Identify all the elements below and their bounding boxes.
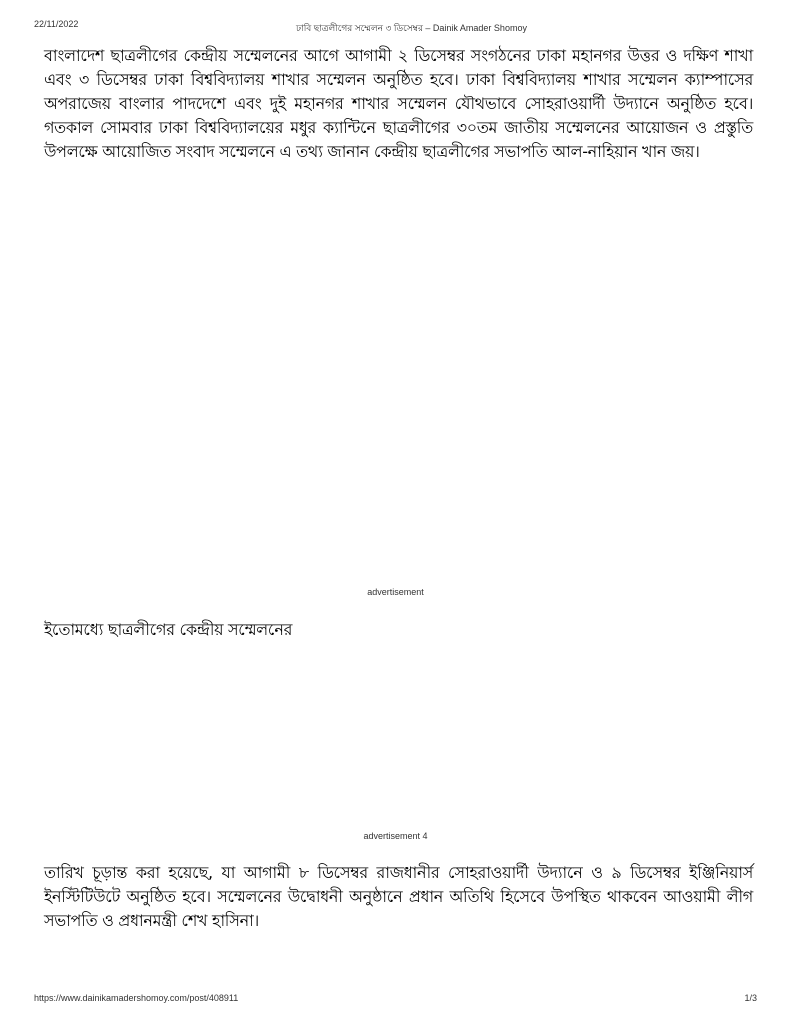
article-paragraph-3: তারিখ চূড়ান্ত করা হয়েছে, যা আগামী ৮ ডিসেম্বর রাজধানীর সোহরাওয়ার্দী উদ্যানে ও ৯ ডিসেম্বর ইঞ্জিনিয়ার্স ইনস্টিটিউটে অনুষ্ঠিত হবে। সম্মেলনের উদ্বোধনী অনুষ্ঠানে প্রধান অতিথি হিসেবে উপস্থিত থাকবেন আওয়ামী লীগ সভাপতি ও প্রধানমন্ত্রী শেখ হাসিনা।	[44, 863, 753, 930]
print-date: 22/11/2022	[34, 19, 79, 29]
page-title: ঢাবি ছাত্রলীগের সম্মেলন ৩ ডিসেম্বর – Dainik Amader Shomoy	[296, 23, 527, 33]
page-number: 1/3	[744, 993, 757, 1003]
article-paragraph-2: ইতোমধ্যে ছাত্রলীগের কেন্দ্রীয় সম্মেলনের	[44, 620, 293, 639]
advertisement-label: advertisement	[367, 587, 424, 597]
article-paragraph-1: বাংলাদেশ ছাত্রলীগের কেন্দ্রীয় সম্মেলনের আগে আগামী ২ ডিসেম্বর সংগঠনের ঢাকা মহানগর উত্তর ও দক্ষিণ শাখা এবং ৩ ডিসেম্বর ঢাকা বিশ্ববিদ্যালয় শাখার সম্মেলন অনুষ্ঠিত হবে। ঢাকা বিশ্ববিদ্যালয় শাখার সম্মেলন ক্যাম্পাসের অপরাজেয় বাংলার পাদদেশে এবং দুই মহানগর শাখার সম্মেলন যৌথভাবে সোহরাওয়ার্দী উদ্যানে অনুষ্ঠিত হবে। গতকাল সোমবার ঢাকা বিশ্ববিদ্যালয়ের মধুর ক্যান্টিনে ছাত্রলীগের ৩০তম জাতীয় সম্মেলনের আয়োজন ও প্রস্তুতি উপলক্ষে আয়োজিত সংবাদ সম্মেলনে এ তথ্য জানান কেন্দ্রীয় ছাত্রলীগের সভাপতি আল-নাহিয়ান খান জয়।	[44, 46, 753, 161]
advertisement-label-4: advertisement 4	[363, 831, 428, 841]
footer-url: https://www.dainikamadershomoy.com/post/408911	[34, 993, 239, 1003]
